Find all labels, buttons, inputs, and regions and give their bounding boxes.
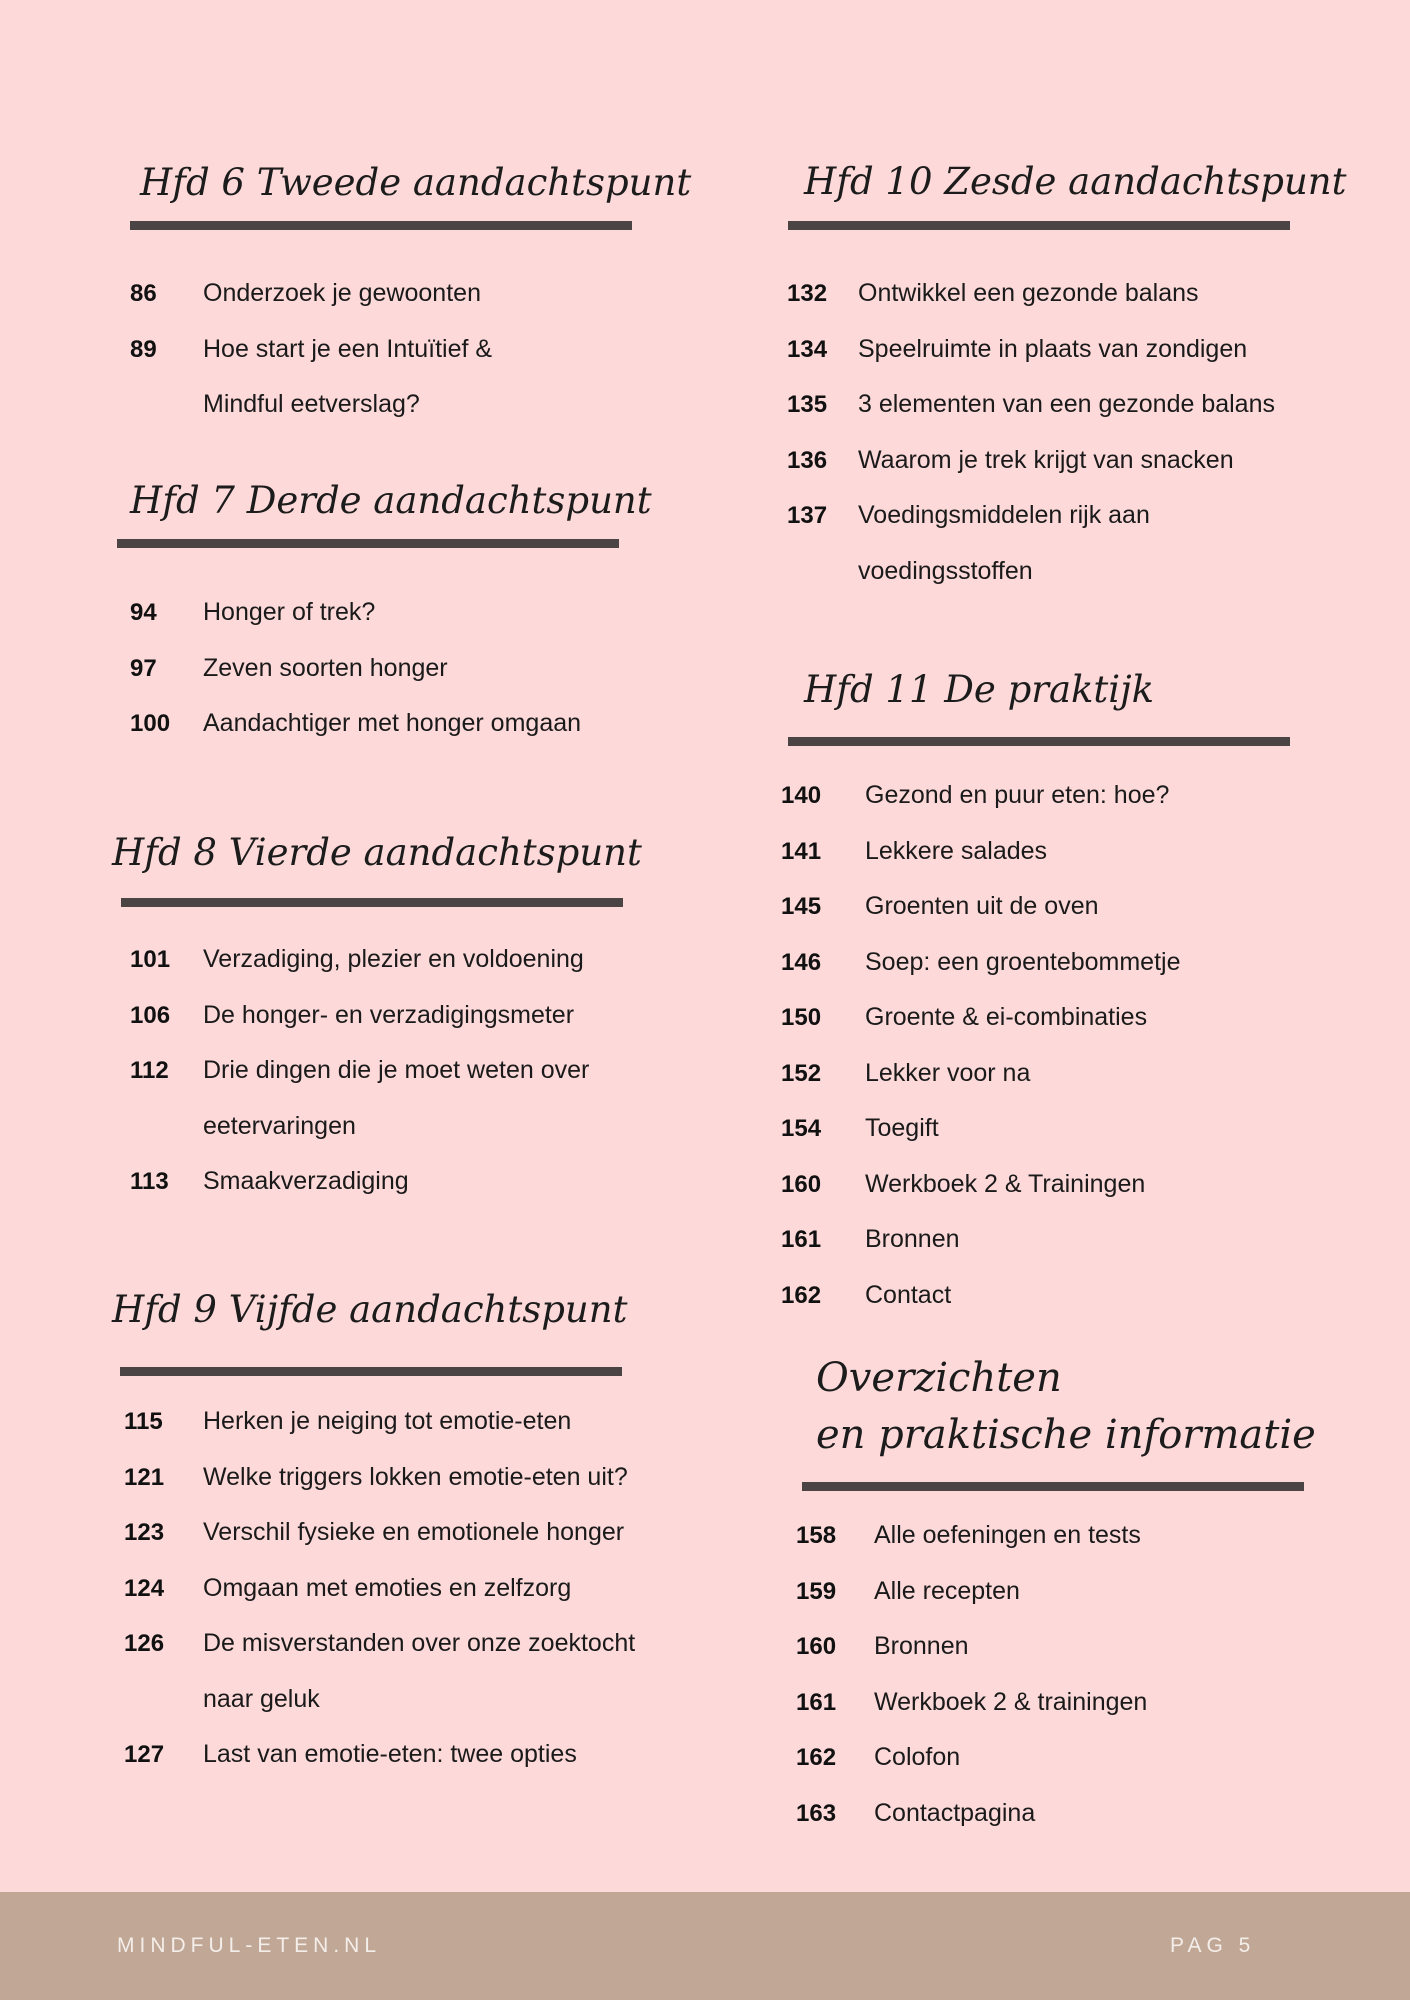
- footer-page-number: PAG 5: [1170, 1934, 1256, 1957]
- entry-title: Verzadiging, plezier en voldoening: [203, 945, 584, 973]
- page-number: 132: [787, 280, 828, 307]
- entry-title: Soep: een groentebommetje: [865, 947, 1181, 976]
- page-number: 162: [796, 1744, 837, 1771]
- entry-title: Colofon: [874, 1743, 961, 1771]
- entry-title: De honger- en verzadigingsmeter: [203, 1000, 575, 1029]
- entry-title: Honger of trek?: [203, 598, 376, 626]
- entry-title: Last van emotie-eten: twee opties: [203, 1740, 577, 1768]
- page-number: 112: [130, 1057, 169, 1084]
- entry-title: Herken je neiging tot emotie-eten: [203, 1407, 572, 1435]
- page-number: 137: [787, 502, 828, 529]
- page-footer: [0, 1892, 1410, 2000]
- page-number: 160: [781, 1170, 822, 1198]
- page-number: 158: [796, 1522, 837, 1549]
- entry-title: Lekker voor na: [865, 1058, 1031, 1087]
- page-number: 163: [796, 1799, 837, 1827]
- entry-title: Werkboek 2 & trainingen: [874, 1687, 1148, 1716]
- page-number: 121: [124, 1463, 165, 1491]
- section-title: Hfd 7 Derde aandachtspunt: [130, 479, 652, 522]
- entry-title: voedingsstoffen: [858, 556, 1033, 585]
- section-title: Hfd 6 Tweede aandachtspunt: [140, 161, 692, 204]
- entry-title: Onderzoek je gewoonten: [203, 279, 481, 307]
- section-title-line-2: en praktische informatie: [816, 1412, 1316, 1458]
- page-number: 100: [130, 710, 171, 737]
- page-number: 159: [796, 1577, 837, 1605]
- section-title: Hfd 8 Vierde aandachtspunt: [112, 831, 642, 874]
- entry-title: Aandachtiger met honger omgaan: [203, 709, 582, 737]
- entry-title: Gezond en puur eten: hoe?: [865, 781, 1170, 809]
- entry-title: Groente & ei-combinaties: [865, 1003, 1148, 1031]
- entry-title: Voedingsmiddelen rijk aan: [858, 501, 1150, 529]
- entry-title: De misverstanden over onze zoektocht: [203, 1629, 636, 1657]
- page-number: 115: [124, 1408, 163, 1435]
- section-divider: [120, 1367, 622, 1376]
- entry-title: naar geluk: [203, 1684, 320, 1713]
- page-number: 141: [781, 837, 822, 865]
- page-number: 146: [781, 948, 822, 976]
- entry-title: Verschil fysieke en emotionele honger: [203, 1518, 625, 1546]
- entry-title: Zeven soorten honger: [203, 653, 448, 682]
- page-number: 89: [130, 335, 157, 363]
- page-number: 161: [781, 1226, 822, 1253]
- page-number: 94: [130, 599, 157, 626]
- page-number: 150: [781, 1004, 822, 1031]
- page-number: 124: [124, 1574, 165, 1602]
- entry-title: Waarom je trek krijgt van snacken: [858, 445, 1234, 474]
- section-divider: [121, 898, 623, 907]
- entry-title: Toegift: [865, 1114, 939, 1142]
- page-number: 154: [781, 1115, 822, 1142]
- entry-title: eetervaringen: [203, 1111, 356, 1140]
- entry-title: Groenten uit de oven: [865, 892, 1099, 920]
- page-number: 97: [130, 654, 157, 682]
- entry-title: Alle oefeningen en tests: [874, 1521, 1141, 1549]
- entry-title: Alle recepten: [874, 1576, 1020, 1605]
- section-divider: [788, 221, 1290, 230]
- page-number: 127: [124, 1741, 165, 1768]
- entry-title: Speelruimte in plaats van zondigen: [858, 334, 1248, 363]
- entry-title: Welke triggers lokken emotie-eten uit?: [203, 1462, 628, 1491]
- entry-title: 3 elementen van een gezonde balans: [858, 390, 1275, 418]
- entry-title: Bronnen: [865, 1225, 960, 1253]
- entry-title: Hoe start je een Intuïtief &: [203, 334, 493, 363]
- page-number: 106: [130, 1001, 171, 1029]
- section-title-line-1: Overzichten: [816, 1355, 1062, 1401]
- page-number: 101: [130, 946, 171, 973]
- page-number: 145: [781, 893, 822, 920]
- section-title: Hfd 10 Zesde aandachtspunt: [804, 160, 1347, 203]
- entry-title: Ontwikkel een gezonde balans: [858, 279, 1199, 307]
- entry-title: Omgaan met emoties en zelfzorg: [203, 1573, 572, 1602]
- section-title: Hfd 11 De praktijk: [804, 668, 1155, 711]
- entry-title: Smaakverzadiging: [203, 1167, 409, 1195]
- footer-website: MINDFUL-ETEN.NL: [117, 1934, 382, 1957]
- entry-title: Werkboek 2 & Trainingen: [865, 1169, 1146, 1198]
- section-divider: [117, 539, 619, 548]
- page-number: 160: [796, 1633, 837, 1660]
- page-number: 113: [130, 1168, 169, 1195]
- entry-title: Contact: [865, 1280, 952, 1309]
- page-number: 126: [124, 1630, 165, 1657]
- page-number: 136: [787, 446, 828, 474]
- entry-title: Drie dingen die je moet weten over: [203, 1056, 590, 1084]
- entry-title: Lekkere salades: [865, 836, 1048, 865]
- section-divider: [788, 737, 1290, 746]
- entry-title: Mindful eetverslag?: [203, 390, 420, 418]
- page-number: 86: [130, 280, 157, 307]
- section-divider: [802, 1482, 1304, 1491]
- section-title: Hfd 9 Vijfde aandachtspunt: [112, 1288, 628, 1331]
- page-number: 140: [781, 782, 822, 809]
- page-number: 152: [781, 1059, 822, 1087]
- page-number: 134: [787, 335, 828, 363]
- entry-title: Contactpagina: [874, 1798, 1036, 1827]
- entry-title: Bronnen: [874, 1632, 969, 1660]
- page-number: 135: [787, 391, 828, 418]
- page-number: 162: [781, 1281, 822, 1309]
- page-number: 123: [124, 1519, 165, 1546]
- section-divider: [130, 221, 632, 230]
- page-number: 161: [796, 1688, 837, 1716]
